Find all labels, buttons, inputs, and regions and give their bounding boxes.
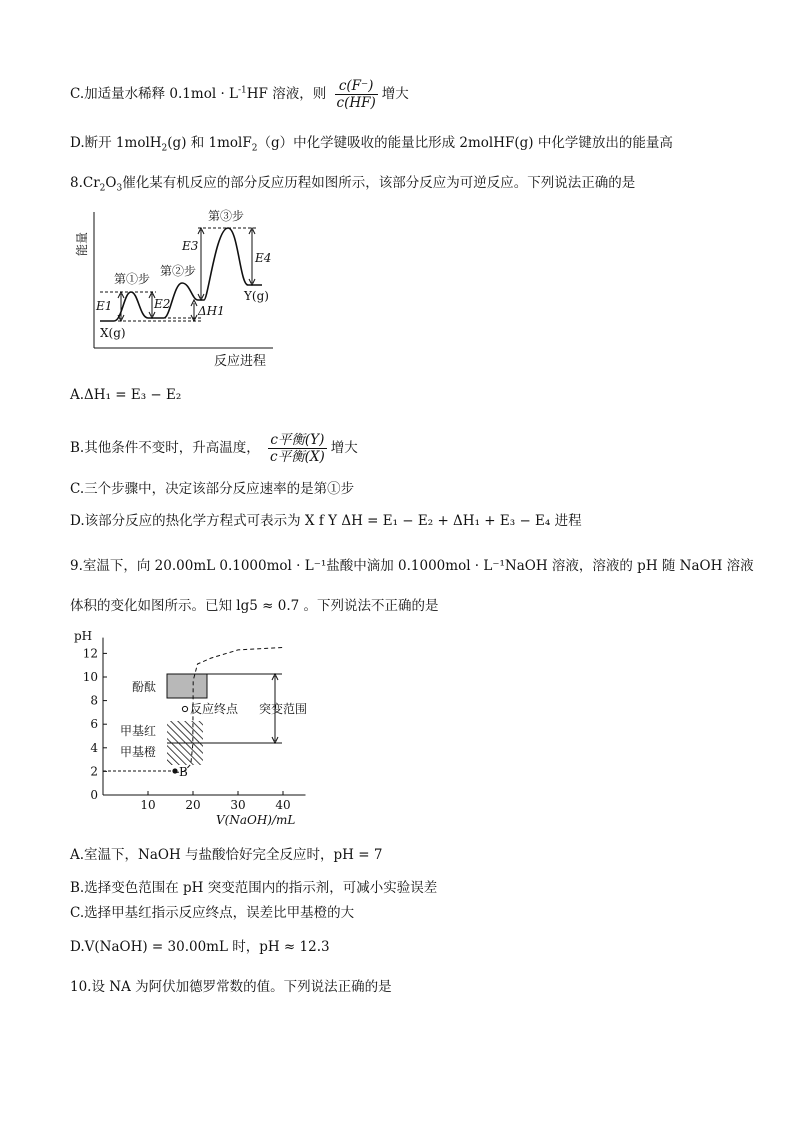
q8-option-b: B.其他条件不变时，升高温度， $\frac{\text{c平衡(Y)}}{\text{c平衡(X)}}$ 增大 [70,432,358,465]
step3-label: 第③步 [208,209,245,223]
point-b-label: B [179,765,188,779]
q9-option-a: A.室温下，NaOH 与盐酸恰好完全反应时，pH = 7 [70,847,383,863]
endpoint-marker [182,706,187,711]
energy-diagram [75,200,288,372]
question-9-stem-2: 体积的变化如图所示。已知 lg5 ≈ 0.7 。下列说法不正确的是 [70,598,439,614]
y-tick-label: 0 [90,788,98,802]
y-tick-label: 4 [90,740,98,755]
x-tick-label: 30 [230,798,246,812]
q8-option-a: A.ΔH₁ = E₃ − E₂ [70,387,182,403]
x-tick-label: 20 [185,798,201,812]
y-tick-label: 12 [82,646,98,661]
ph-axis-label: pH [74,629,93,643]
q9-option-c: C.选择甲基红指示反应终点，误差比甲基橙的大 [70,905,355,921]
volume-axis-label: V(NaOH)/mL [216,813,296,827]
x-tick-label: 40 [275,798,291,812]
phenolphthalein-label: 酚酞 [132,680,157,694]
option-7c: C.加适量水稀释 $0.1mol \cdot L^{-1}HF$ 溶液，则 $\frac{c(F^-)}{c(HF)}$ 增大 [70,78,409,111]
y-tick-label: 2 [90,764,98,779]
progress-axis-label: 反应进程 [214,354,267,369]
q8-option-d: D.该部分反应的热化学方程式可表示为 X f Y ΔH = E₁ − E₂ + ΔH₁ + E₃ − E₄ 进程 [70,513,582,529]
dh1-label: ΔH1 [198,304,225,318]
option-7d: D.断开 1molH$_2$(g) 和 1molF$_2$（g）中化学键吸收的能量比形成 2molHF(g) 中化学键放出的能量高 [70,135,673,154]
point-b [172,768,177,773]
methyl-red-range-box [167,721,203,743]
y-tick-label: 10 [82,670,98,684]
titration-chart [70,628,330,838]
q9-option-b: B.选择变色范围在 pH 突变范围内的指示剂，可减小实验误差 [70,880,438,896]
y-state-label: Y(g) [244,289,269,303]
q9-option-d: D.V(NaOH) = 30.00mL 时，pH ≈ 12.3 [70,939,330,955]
y-tick-label: 8 [90,693,98,708]
energy-axis-label: 能量 [75,231,89,256]
fraction-y-over-x: $\frac{\text{c平衡(Y)}}{\text{c平衡(X)}}$ [270,432,325,465]
endpoint-label: 反应终点 [190,702,239,716]
phenolphthalein-range-box [167,674,207,698]
question-8-stem: $8.Cr_2O_3$催化某有机反应的部分反应历程如图所示，该部分反应为可逆反应。下列说法正确的是 [70,175,636,194]
y-tick-label: 6 [90,717,98,732]
jump-range-label: 突变范围 [259,702,308,716]
step1-label: 第①步 [114,272,151,286]
question-10-stem: 10.设 NA 为阿伏加德罗常数的值。下列说法正确的是 [70,979,392,995]
q8-option-c: C.三个步骤中，决定该部分反应速率的是第①步 [70,481,355,497]
e4-label: E4 [255,251,272,265]
x-state-label: X(g) [100,326,126,340]
methyl-orange-range-box [167,743,203,765]
fraction-f-over-hf: $\frac{c(F^-)}{c(HF)}$ [336,78,376,111]
methyl-red-label: 甲基红 [120,724,157,738]
x-tick-label: 10 [140,798,156,812]
question-9-stem-1: 9.室温下，向 20.00mL 0.1000mol · L⁻¹盐酸中滴加 0.1000mol · L⁻¹NaOH 溶液，溶液的 pH 随 NaOH 溶液 [70,558,754,574]
step2-label: 第②步 [160,264,197,278]
e2-label: E2 [154,297,171,311]
methyl-orange-label: 甲基橙 [120,745,157,759]
e1-label: E1 [96,299,113,313]
e3-label: E3 [182,239,199,253]
